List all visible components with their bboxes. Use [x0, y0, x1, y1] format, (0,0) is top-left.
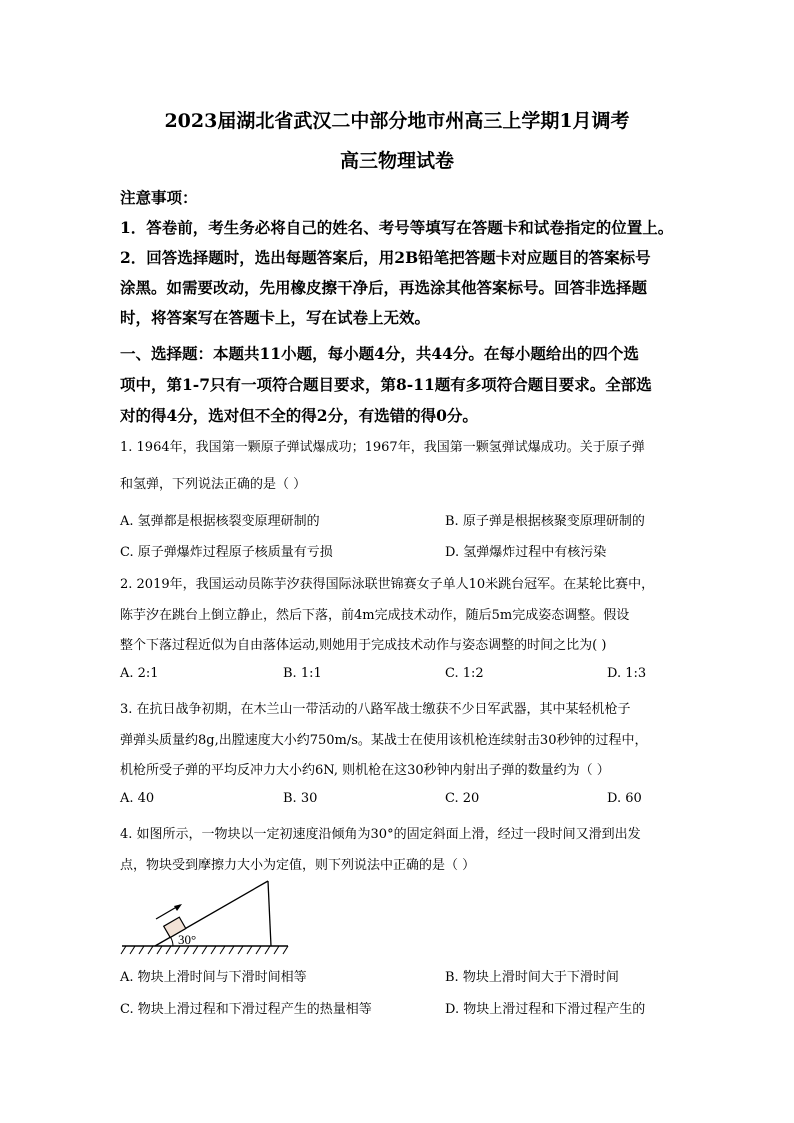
question-4-option-c: C. 物块上滑过程和下滑过程产生的热量相等 — [120, 1002, 372, 1017]
question-3-option-b: B. 30 — [283, 791, 318, 806]
question-2-option-a: A. 2:1 — [120, 666, 159, 681]
angle-arc — [171, 937, 173, 946]
question-2-option-c: C. 1:2 — [445, 666, 484, 681]
question-1-option-b: B. 原子弹是根据核聚变原理研制的 — [445, 514, 645, 529]
angle-label: 30° — [178, 932, 197, 947]
question-1-option-d: D. 氢弹爆炸过程中有核污染 — [445, 545, 607, 560]
question-4-option-d: D. 物块上滑过程和下滑过程产生的 — [445, 1002, 646, 1017]
question-1-option-c: C. 原子弹爆炸过程原子核质量有亏损 — [120, 545, 333, 560]
question-4-line-2: 点，物块受到摩擦力大小为定值，则下列说法中正确的是（ ） — [120, 858, 476, 873]
notice-item-2-line-3: 时，将答案写在答题卡上，写在试卷上无效。 — [120, 308, 431, 327]
question-3-option-c: C. 20 — [445, 791, 480, 806]
notice-item-1: 1．答卷前，考生务必将自己的姓名、考号等填写在答题卡和试卷指定的位置上。 — [120, 218, 674, 237]
notice-item-2-line-2: 涂黑。如需要改动，先用橡皮擦干净后，再选涂其他答案标号。回答非选择题 — [120, 278, 648, 297]
notice-item-2-line-1: 2．回答选择题时，选出每题答案后，用2B铅笔把答题卡对应题目的答案标号 — [120, 248, 651, 267]
exam-title: 2023届湖北省武汉二中部分地市州高三上学期1月调考 — [164, 110, 630, 132]
question-4-line-1: 4. 如图所示，一物块以一定初速度沿倾角为30°的固定斜面上滑，经过一段时间又滑到出发 — [120, 827, 641, 842]
question-2-line-2: 陈芋汐在跳台上倒立静止，然后下落，前4m完成技术动作，随后5m完成姿态调整。假设 — [120, 608, 630, 623]
question-1-option-a: A. 氢弹都是根据核裂变原理研制的 — [120, 514, 320, 529]
question-3-line-2: 弹弹头质量约8g,出膛速度大小约750m/s。某战士在使用该机枪连续射击30秒钟的过程中， — [120, 733, 648, 748]
question-1-line-1: 1. 1964年，我国第一颗原子弹试爆成功；1967年，我国第一颗氢弹试爆成功。关于原子弹 — [120, 440, 645, 455]
question-3-line-3: 机枪所受子弹的平均反冲力大小约6N, 则机枪在这30秒钟内射出子弹的数量约为（ ） — [120, 763, 610, 778]
question-3-option-d: D. 60 — [607, 791, 642, 806]
notice-heading: 注意事项： — [120, 188, 198, 207]
section-1-line-3: 对的得4分，选对但不全的得2分，有选错的得0分。 — [120, 406, 478, 425]
question-4-option-a: A. 物块上滑时间与下滑时间相等 — [120, 970, 307, 985]
question-2-option-b: B. 1:1 — [283, 666, 322, 681]
incline-diagram — [118, 868, 290, 960]
question-2-option-d: D. 1:3 — [607, 666, 647, 681]
exam-subtitle: 高三物理试卷 — [339, 150, 454, 172]
question-3-option-a: A. 40 — [120, 791, 155, 806]
question-2-line-3: 整个下落过程近似为自由落体运动,则她用于完成技术动作与姿态调整的时间之比为( ) — [120, 638, 607, 653]
velocity-arrowhead — [174, 904, 182, 911]
question-1-line-2: 和氢弹，下列说法正确的是（ ） — [120, 477, 307, 492]
section-1-line-1: 一、选择题：本题共11小题，每小题4分，共44分。在每小题给出的四个选 — [120, 344, 639, 363]
question-4-option-b: B. 物块上滑时间大于下滑时间 — [445, 970, 619, 985]
section-1-line-2: 项中，第1-7只有一项符合题目要求，第8-11题有多项符合题目要求。全部选 — [120, 375, 652, 394]
ground-hatching — [121, 946, 288, 954]
question-3-line-1: 3. 在抗日战争初期，在木兰山一带活动的八路军战士缴获不少日军武器，其中某轻机枪子 — [120, 702, 631, 717]
incline-wall — [268, 881, 271, 946]
question-2-line-1: 2. 2019年，我国运动员陈芋汐获得国际泳联世锦赛女子单人10米跳台冠军。在某轮比赛中， — [120, 577, 655, 592]
